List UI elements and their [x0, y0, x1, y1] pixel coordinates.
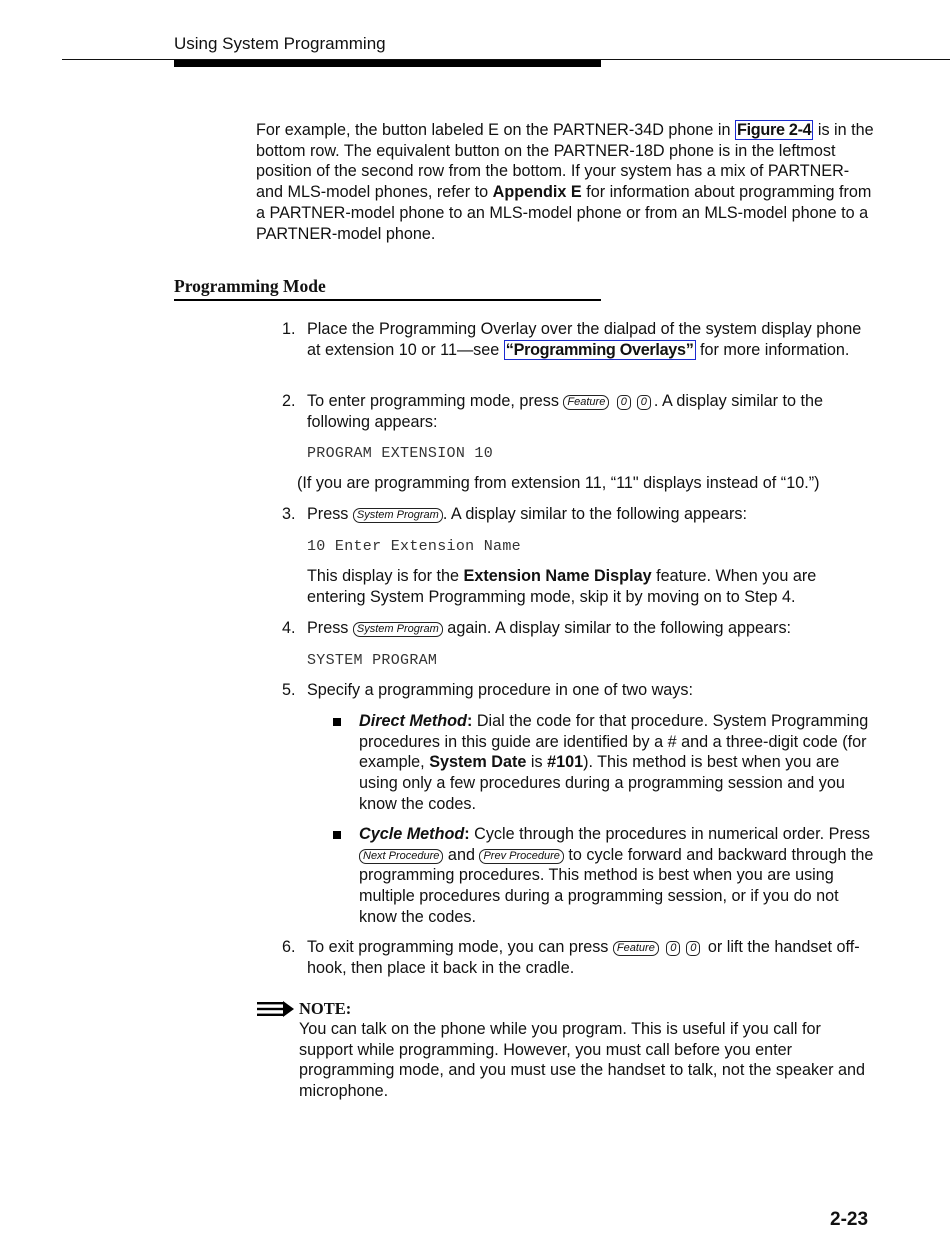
step-2-text-b: . A display similar to the following appears:	[307, 392, 823, 431]
direct-method-text-b: is	[526, 753, 548, 772]
step-4-display: SYSTEM PROGRAM	[307, 652, 438, 669]
step-6-text-a: To exit programming mode, you can press	[307, 938, 613, 956]
bullet-icon	[333, 831, 341, 839]
step-1-number: 1.	[282, 320, 296, 338]
system-program-key-icon: System Program	[353, 508, 443, 523]
system-date-ref: System Date	[429, 753, 527, 772]
step-4-text-a: Press	[307, 619, 353, 637]
note-pencil-icon	[256, 999, 296, 1019]
section-title: Programming Mode	[174, 276, 326, 296]
step-2-text	[307, 391, 879, 432]
cycle-method-colon: :	[464, 825, 470, 843]
system-program-key-icon: System Program	[353, 622, 443, 637]
extension-name-display-ref: Extension Name Display	[463, 567, 652, 585]
step-3-text-b: . A display similar to the following appears:	[442, 505, 747, 523]
page-number: 2-23	[830, 1209, 869, 1230]
step-6-text	[307, 937, 879, 978]
cycle-method-text	[359, 824, 877, 928]
zero-key-icon: 0	[686, 941, 700, 956]
feature-key-icon: Feature	[613, 941, 659, 956]
direct-method-text	[359, 711, 877, 815]
step-5-text: Specify a programming procedure in one of two ways:	[307, 681, 693, 699]
step-4-number: 4.	[282, 619, 296, 637]
step-3-display: 10 Enter Extension Name	[307, 538, 521, 555]
step-1-text-a: Place the Programming Overlay over the dialpad of the system display phone at extension 10 or 11—see	[307, 320, 862, 359]
intro-text-2: is in the bottom row. The equivalent button on the PARTNER-18D phone is in the leftmost position of the second row from the bottom. If your system has a mix of PARTNER- and MLS-model phones, refer to	[256, 121, 874, 202]
section-rule	[174, 299, 601, 301]
intro-text-3: for information about programming from a PARTNER-model phone to an MLS-model phone or from an MLS-model phone to a PARTNER-model phone.	[256, 183, 872, 243]
cycle-method-text-b: and	[443, 845, 480, 864]
cycle-method-title: Cycle Method	[359, 825, 465, 843]
running-header: Using System Programming	[174, 34, 386, 53]
next-procedure-key-icon: Next Procedure	[359, 849, 443, 864]
programming-overlays-link[interactable]: “Programming Overlays”	[505, 340, 694, 359]
procedure-code-ref: #101	[547, 753, 584, 772]
step-2-parenthetical: (If you are programming from extension 11, “11" displays instead of “10.”)	[297, 474, 820, 492]
zero-key-icon: 0	[666, 941, 680, 956]
step-3-number: 3.	[282, 505, 296, 523]
prev-procedure-key-icon: Prev Procedure	[479, 849, 563, 864]
cycle-method-text-c: to cycle forward and backward through the programming procedures. This method is best when you are using multiple procedures during a programming session, or if you do not know the codes.	[359, 845, 874, 926]
header-bar	[174, 60, 601, 67]
bullet-icon	[333, 718, 341, 726]
step-4-text	[307, 618, 879, 639]
step-6-text-b: or lift the handset off-hook, then place it back in the cradle.	[307, 938, 860, 977]
appendix-ref: Appendix E	[492, 183, 582, 202]
step-4-text-b: again. A display similar to the following appears:	[442, 619, 792, 637]
step-3-text-a: Press	[307, 505, 353, 523]
step-3-text	[307, 504, 879, 525]
step-6-number: 6.	[282, 938, 296, 956]
step-1-text-b: for more information.	[695, 340, 850, 359]
step-2-number: 2.	[282, 392, 296, 410]
direct-method-text-c: ). This method is best when you are using only a few procedures during a programming session and you know the codes.	[359, 753, 845, 813]
direct-method-title: Direct Method	[359, 712, 467, 730]
step-2-display: PROGRAM EXTENSION 10	[307, 445, 494, 462]
zero-key-icon: 0	[637, 395, 651, 410]
note-text: You can talk on the phone while you program. This is useful if you call for support while programming. However, you must call before you enter programming mode, and you must use the handset to talk, not the speaker and microphone.	[299, 1020, 866, 1101]
step-3-note	[307, 566, 879, 607]
note-label: NOTE:	[299, 999, 352, 1018]
step-2-text-a: To enter programming mode, press	[307, 392, 564, 410]
step-3-note-a: This display is for the	[307, 567, 464, 585]
zero-key-icon: 0	[617, 395, 631, 410]
direct-method-colon: :	[466, 712, 473, 730]
step-3-note-b: feature. When you are entering System Programming mode, skip it by moving on to Step 4.	[307, 567, 817, 606]
cycle-method-text-a: Cycle through the procedures in numerical order. Press	[469, 825, 871, 843]
intro-text-1: For example, the button labeled E on the PARTNER-34D phone in	[256, 121, 736, 139]
direct-method-text-a: Dial the code for that procedure. System Programming procedures in this guide are identified by a # and a three-digit code (for example,	[359, 712, 869, 772]
figure-link[interactable]: Figure 2-4	[737, 121, 812, 139]
intro-paragraph	[256, 120, 876, 244]
step-5-number: 5.	[282, 681, 296, 699]
feature-key-icon: Feature	[563, 395, 609, 410]
step-1-text	[307, 319, 879, 360]
